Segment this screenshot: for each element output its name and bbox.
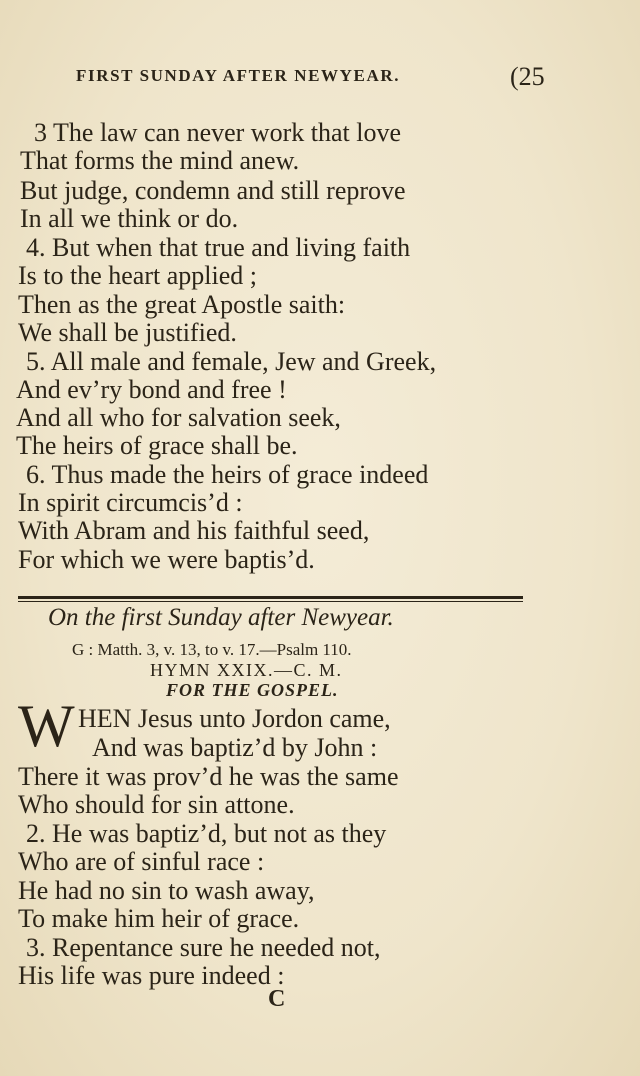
hymn-line: He had no sin to wash away, xyxy=(18,876,315,905)
verse-line: 6. Thus made the heirs of grace indeed xyxy=(26,460,429,489)
hymn-line: And was baptiz’d by John : xyxy=(92,733,378,762)
signature-mark: C xyxy=(268,986,286,1012)
section-rule-thin xyxy=(18,601,523,602)
hymn-line: Who should for sin attone. xyxy=(18,790,295,819)
hymn-line: To make him heir of grace. xyxy=(18,904,300,933)
verse-line: For which we were baptis’d. xyxy=(18,545,315,574)
hymn-line: There it was prov’d he was the same xyxy=(18,762,399,791)
hymn-line: Who are of sinful race : xyxy=(18,847,265,876)
verse-line: And all who for salvation seek, xyxy=(16,403,341,432)
verse-line: In all we think or do. xyxy=(20,204,239,233)
verse-line: In spirit circumcis’d : xyxy=(18,488,243,517)
verse-line: Then as the great Apostle saith: xyxy=(18,290,346,319)
gospel-heading: FOR THE GOSPEL. xyxy=(166,680,339,700)
verse-line: 4. But when that true and living faith xyxy=(26,233,411,262)
verse-line: That forms the mind anew. xyxy=(20,146,300,175)
verse-line: 3 The law can never work that love xyxy=(34,118,401,147)
hymn-line: 3. Repentance sure he needed not, xyxy=(26,933,381,962)
verse-line: But judge, condemn and still reprove xyxy=(20,176,406,205)
verse-line: We shall be justified. xyxy=(18,318,237,347)
hymn-line: His life was pure indeed : xyxy=(18,961,285,990)
verse-line: 5. All male and female, Jew and Greek, xyxy=(26,347,437,376)
verse-line: Is to the heart applied ; xyxy=(18,261,257,290)
drop-cap: W xyxy=(18,693,75,759)
hymn-line: HEN Jesus unto Jordon came, xyxy=(78,704,391,733)
verse-line: The heirs of grace shall be. xyxy=(16,431,298,460)
section-rule xyxy=(18,596,523,599)
verse-line: And ev’ry bond and free ! xyxy=(16,375,287,404)
hymn-line: 2. He was baptiz’d, but not as they xyxy=(26,819,387,848)
scripture-reference: G : Matth. 3, v. 13, to v. 17.—Psalm 110. xyxy=(72,640,352,659)
section-title: On the first Sunday after Newyear. xyxy=(48,604,394,631)
running-head: FIRST SUNDAY AFTER NEWYEAR. xyxy=(76,66,401,85)
hymn-title: HYMN XXIX.—C. M. xyxy=(150,660,343,680)
page-number: (25 xyxy=(510,62,545,91)
verse-line: With Abram and his faithful seed, xyxy=(18,516,370,545)
